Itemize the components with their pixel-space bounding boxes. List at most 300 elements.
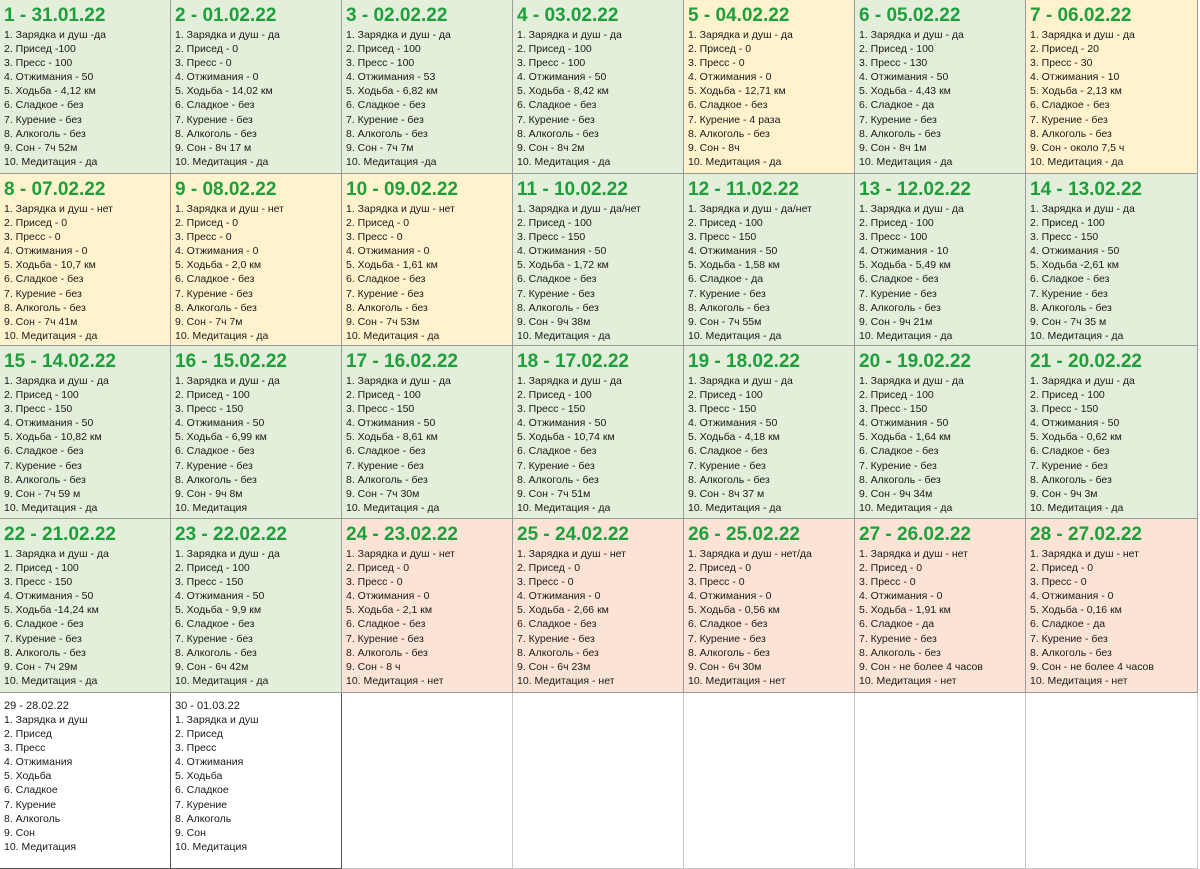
habit-line: 1. Зарядка и душ - да/нет [517, 203, 641, 215]
habit-line: 1. Зарядка и душ - да [175, 548, 280, 560]
habit-line: 7. Курение - без [346, 459, 424, 472]
habit-line: 8. Алкоголь [4, 812, 61, 825]
empty-cell[interactable] [513, 693, 684, 869]
habit-line: 10. Медитация - нет [346, 674, 444, 687]
habit-line: 10. Медитация - да [688, 155, 782, 168]
day-cell[interactable] [684, 0, 855, 174]
habit-line: 10. Медитация - да [859, 155, 953, 168]
habit-line: 10. Медитация - да [688, 329, 782, 342]
habit-line: 7. Курение - без [4, 287, 82, 300]
day-title: 11 - 10.02.22 [517, 179, 628, 200]
habit-line: 9. Сон - 7ч 7м [175, 315, 243, 328]
habit-line: 10. Медитация - да [517, 329, 611, 342]
habit-line: 3. Пресс - 150 [4, 576, 73, 589]
habit-line: 5. Ходьба - 0,56 км [688, 604, 780, 617]
habit-line: 10. Медитация - да [1030, 329, 1124, 342]
day-cell[interactable] [855, 346, 1026, 519]
habit-line: 7. Курение - без [175, 287, 253, 300]
day-cell[interactable] [0, 519, 171, 693]
habit-line: 10. Медитация - да [688, 501, 782, 514]
habit-line: 8. Алкоголь - без [1030, 301, 1112, 314]
day-title: 17 - 16.02.22 [346, 351, 458, 372]
day-cell[interactable] [342, 0, 513, 174]
habit-line: 10. Медитация - да [517, 155, 611, 168]
habit-line: 7. Курение [4, 798, 57, 811]
habit-line: 1. Зарядка и душ [4, 714, 88, 726]
habit-line: 8. Алкоголь - без [346, 301, 428, 314]
habit-line: 6. Сладкое - без [517, 445, 597, 458]
habit-line: 7. Курение - без [517, 287, 595, 300]
habit-line: 4. Отжимания - 0 [688, 590, 772, 603]
habit-line: 10. Медитация -да [346, 155, 437, 168]
habit-line: 7. Курение - без [517, 459, 595, 472]
day-cell[interactable] [0, 174, 171, 346]
habit-line: 4. Отжимания - 50 [1030, 245, 1120, 258]
habit-line: 1. Зарядка и душ - да [859, 29, 964, 41]
habit-line: 3. Пресс - 100 [4, 57, 73, 70]
empty-cell[interactable] [855, 693, 1026, 869]
habit-line: 7. Курение - без [859, 632, 937, 645]
habit-line: 10. Медитация - да [859, 501, 953, 514]
habit-line: 2. Присед - 0 [688, 43, 752, 56]
habit-line: 2. Присед - 100 [4, 562, 79, 575]
habit-line: 5. Ходьба - 9,9 км [175, 604, 262, 617]
habit-line: 10. Медитация [4, 840, 77, 853]
habit-line: 6. Сладкое - без [1030, 273, 1110, 286]
day-title: 3 - 02.02.22 [346, 5, 448, 26]
habit-line: 5. Ходьба - 4,43 км [859, 85, 951, 98]
habit-line: 5. Ходьба - 2,66 км [517, 604, 609, 617]
habit-line: 8. Алкоголь - без [346, 473, 428, 486]
habit-line: 4. Отжимания - 50 [4, 417, 94, 430]
habit-line: 6. Сладкое - без [4, 99, 84, 112]
habit-line: 5. Ходьба -14,24 км [4, 604, 99, 617]
day-title: 19 - 18.02.22 [688, 351, 800, 372]
habit-line: 10. Медитация - да [346, 501, 440, 514]
habit-line: 9. Сон [4, 826, 35, 839]
habit-line: 8. Алкоголь - без [175, 646, 257, 659]
habit-line: 7. Курение - без [346, 113, 424, 126]
habit-line: 2. Присед - 100 [517, 217, 592, 230]
habit-line: 4. Отжимания - 0 [688, 71, 772, 84]
habit-line: 9. Сон - 8ч 1м [859, 141, 927, 154]
day-cell[interactable] [0, 693, 171, 869]
habit-line: 1. Зарядка и душ - да [688, 29, 793, 41]
day-title: 6 - 05.02.22 [859, 5, 961, 26]
day-cell[interactable] [171, 693, 342, 869]
habit-line: 9. Сон - 7ч 55м [688, 315, 762, 328]
habit-line: 9. Сон - 9ч 34м [859, 487, 933, 500]
habit-line: 7. Курение - без [175, 459, 253, 472]
habit-line: 2. Присед - 0 [346, 217, 410, 230]
habit-line: 6. Сладкое - да [1030, 618, 1106, 631]
habit-line: 10. Медитация [175, 840, 248, 853]
habit-line: 9. Сон - 8 ч [346, 660, 401, 673]
habit-line: 9. Сон - 7ч 52м [4, 141, 78, 154]
habit-line: 1. Зарядка и душ - да [1030, 375, 1135, 387]
empty-cell[interactable] [342, 693, 513, 869]
day-title: 4 - 03.02.22 [517, 5, 619, 26]
habit-line: 8. Алкоголь - без [346, 646, 428, 659]
day-cell[interactable] [513, 174, 684, 346]
habit-line: 10. Медитация - да [517, 501, 611, 514]
habit-line: 8. Алкоголь - без [175, 473, 257, 486]
habit-line: 8. Алкоголь - без [688, 473, 770, 486]
habit-line: 7. Курение - без [4, 632, 82, 645]
habit-line: 2. Присед - 0 [4, 217, 68, 230]
habit-line: 6. Сладкое - без [517, 273, 597, 286]
habit-line: 4. Отжимания - 50 [1030, 417, 1120, 430]
habit-line: 9. Сон - 8ч 37 м [688, 487, 765, 500]
empty-cell[interactable] [684, 693, 855, 869]
habit-line: 9. Сон - 7ч 41м [4, 315, 78, 328]
habit-line: 6. Сладкое - да [859, 618, 935, 631]
habit-line: 5. Ходьба - 2,0 км [175, 259, 262, 272]
habit-line: 10. Медитация - да [4, 155, 98, 168]
habit-line: 1. Зарядка и душ - нет [859, 548, 968, 560]
habit-line: 8. Алкоголь - без [517, 127, 599, 140]
day-cell[interactable] [513, 519, 684, 693]
habit-line: 3. Пресс - 0 [688, 576, 745, 589]
habit-line: 3. Пресс - 0 [859, 576, 916, 589]
habit-line: 8. Алкоголь - без [859, 127, 941, 140]
habit-line: 3. Пресс - 100 [517, 57, 586, 70]
habit-line: 6. Сладкое - без [4, 618, 84, 631]
habit-line: 1. Зарядка и душ - да [346, 375, 451, 387]
day-cell[interactable] [0, 346, 171, 519]
habit-line: 4. Отжимания [4, 756, 73, 769]
habit-line: 7. Курение - без [517, 632, 595, 645]
habit-line: 5. Ходьба [175, 770, 223, 783]
habit-line: 9. Сон - 7ч 59 м [4, 487, 81, 500]
habit-line: 1. Зарядка и душ - нет/да [688, 548, 812, 560]
habit-line: 1. Зарядка и душ - да [517, 375, 622, 387]
day-cell[interactable] [0, 0, 171, 174]
day-cell[interactable] [1026, 0, 1198, 174]
habit-line: 5. Ходьба - 1,91 км [859, 604, 951, 617]
habit-line: 9. Сон - 9ч 8м [175, 487, 243, 500]
habit-line: 10. Медитация - да [175, 155, 269, 168]
day-title: 27 - 26.02.22 [859, 524, 971, 545]
habit-line: 2. Присед [175, 728, 223, 741]
day-cell[interactable] [855, 0, 1026, 174]
habit-line: 3. Пресс - 0 [4, 231, 61, 244]
habit-line: 7. Курение - без [175, 632, 253, 645]
day-title: 8 - 07.02.22 [4, 179, 106, 200]
habit-line: 6. Сладкое - без [175, 273, 255, 286]
habit-line: 4. Отжимания - 0 [517, 590, 601, 603]
habit-line: 3. Пресс - 150 [688, 231, 757, 244]
habit-line: 3. Пресс - 150 [517, 403, 586, 416]
habit-line: 3. Пресс - 150 [517, 231, 586, 244]
habit-line: 3. Пресс - 0 [175, 231, 232, 244]
habit-line: 4. Отжимания [175, 756, 244, 769]
habit-line: 4. Отжимания - 0 [346, 245, 430, 258]
habit-line: 5. Ходьба [4, 770, 52, 783]
habit-line: 6. Сладкое - без [346, 273, 426, 286]
day-title: 5 - 04.02.22 [688, 5, 790, 26]
day-title: 30 - 01.03.22 [175, 700, 240, 712]
habit-line: 1. Зарядка и душ - нет [346, 548, 455, 560]
day-cell[interactable] [513, 346, 684, 519]
day-cell[interactable] [342, 174, 513, 346]
habit-line: 8. Алкоголь [175, 812, 232, 825]
habit-line: 1. Зарядка и душ - да [346, 29, 451, 41]
habit-line: 9. Сон - 8ч 17 м [175, 141, 252, 154]
habit-line: 9. Сон - не более 4 часов [1030, 660, 1154, 673]
habit-line: 10. Медитация - нет [688, 674, 786, 687]
habit-line: 7. Курение - без [1030, 459, 1108, 472]
habit-line: 5. Ходьба - 2,13 км [1030, 85, 1122, 98]
habit-line: 8. Алкоголь - без [4, 301, 86, 314]
habit-line: 2. Присед - 20 [1030, 43, 1099, 56]
habit-line: 9. Сон - около 7,5 ч [1030, 141, 1125, 154]
habit-line: 2. Присед - 100 [859, 217, 934, 230]
habit-line: 5. Ходьба - 10,74 км [517, 431, 615, 444]
habit-line: 1. Зарядка и душ - да [517, 29, 622, 41]
day-cell[interactable] [1026, 519, 1198, 693]
habit-line: 7. Курение - без [688, 459, 766, 472]
day-title: 13 - 12.02.22 [859, 179, 971, 200]
habit-line: 8. Алкоголь - без [688, 127, 770, 140]
habit-line: 2. Присед - 0 [346, 562, 410, 575]
habit-line: 3. Пресс - 0 [1030, 576, 1087, 589]
day-cell[interactable] [171, 346, 342, 519]
habit-line: 6. Сладкое - без [4, 273, 84, 286]
habit-line: 7. Курение - 4 раза [688, 113, 781, 126]
habit-line: 3. Пресс [4, 742, 46, 755]
habit-line: 1. Зарядка и душ - нет [4, 203, 113, 215]
habit-line: 1. Зарядка и душ - да [4, 375, 109, 387]
habit-line: 3. Пресс - 150 [4, 403, 73, 416]
habit-line: 6. Сладкое - без [688, 99, 768, 112]
day-title: 15 - 14.02.22 [4, 351, 116, 372]
habit-line: 6. Сладкое - без [1030, 445, 1110, 458]
habit-line: 4. Отжимания - 10 [859, 245, 949, 258]
habit-line: 2. Присед -100 [4, 43, 76, 56]
habit-line: 9. Сон - 7ч 29м [4, 660, 78, 673]
habit-line: 1. Зарядка и душ - да/нет [688, 203, 812, 215]
day-title: 20 - 19.02.22 [859, 351, 971, 372]
habit-line: 7. Курение - без [4, 113, 82, 126]
habit-line: 6. Сладкое - без [346, 99, 426, 112]
habit-line: 5. Ходьба - 12,71 км [688, 85, 786, 98]
habit-line: 4. Отжимания - 50 [4, 590, 94, 603]
day-title: 18 - 17.02.22 [517, 351, 629, 372]
habit-line: 6. Сладкое - без [4, 445, 84, 458]
habit-line: 9. Сон - 9ч 3м [1030, 487, 1098, 500]
habit-line: 3. Пресс - 0 [517, 576, 574, 589]
day-cell[interactable] [171, 0, 342, 174]
habit-line: 7. Курение - без [688, 632, 766, 645]
habit-line: 4. Отжимания - 0 [346, 590, 430, 603]
habit-line: 8. Алкоголь - без [4, 473, 86, 486]
habit-line: 4. Отжимания - 0 [175, 245, 259, 258]
day-cell[interactable] [1026, 346, 1198, 519]
habit-line: 1. Зарядка и душ - да [4, 548, 109, 560]
habit-line: 3. Пресс - 150 [346, 403, 415, 416]
empty-cell[interactable] [1026, 693, 1198, 869]
habit-line: 10. Медитация - да [1030, 155, 1124, 168]
habit-line: 4. Отжимания - 0 [1030, 590, 1114, 603]
day-title: 23 - 22.02.22 [175, 524, 287, 545]
day-title: 25 - 24.02.22 [517, 524, 629, 545]
habit-line: 9. Сон - 8ч [688, 141, 740, 154]
day-cell[interactable] [342, 346, 513, 519]
day-cell[interactable] [684, 174, 855, 346]
day-title: 1 - 31.01.22 [4, 5, 106, 26]
day-title: 2 - 01.02.22 [175, 5, 277, 26]
habit-line: 8. Алкоголь - без [859, 646, 941, 659]
habit-line: 7. Курение - без [346, 632, 424, 645]
habit-line: 9. Сон - 7ч 53м [346, 315, 420, 328]
habit-line: 9. Сон - 6ч 42м [175, 660, 249, 673]
habit-line: 5. Ходьба - 10,82 км [4, 431, 102, 444]
habit-line: 2. Присед - 100 [517, 389, 592, 402]
habit-line: 2. Присед - 100 [688, 217, 763, 230]
habit-line: 3. Пресс - 100 [346, 57, 415, 70]
habit-line: 3. Пресс - 30 [1030, 57, 1093, 70]
habit-line: 5. Ходьба - 14,02 км [175, 85, 273, 98]
habit-line: 2. Присед - 100 [346, 43, 421, 56]
habit-line: 10. Медитация - нет [517, 674, 615, 687]
habit-line: 8. Алкоголь - без [1030, 646, 1112, 659]
habit-line: 3. Пресс - 150 [688, 403, 757, 416]
habit-line: 5. Ходьба - 10,7 км [4, 259, 96, 272]
habit-line: 2. Присед - 100 [175, 389, 250, 402]
habit-line: 3. Пресс - 100 [859, 231, 928, 244]
day-title: 12 - 11.02.22 [688, 179, 799, 200]
day-title: 7 - 06.02.22 [1030, 5, 1132, 26]
habit-line: 3. Пресс - 150 [1030, 403, 1099, 416]
habit-line: 3. Пресс - 0 [175, 57, 232, 70]
habit-line: 5. Ходьба - 6,82 км [346, 85, 438, 98]
habit-line: 6. Сладкое - без [175, 618, 255, 631]
habit-line: 6. Сладкое - без [517, 618, 597, 631]
habit-line: 3. Пресс - 0 [688, 57, 745, 70]
habit-line: 7. Курение - без [859, 113, 937, 126]
habit-line: 7. Курение - без [1030, 632, 1108, 645]
habit-line: 10. Медитация - да [859, 329, 953, 342]
habit-line: 4. Отжимания - 50 [517, 71, 607, 84]
habit-line: 2. Присед - 100 [1030, 389, 1105, 402]
day-title: 10 - 09.02.22 [346, 179, 458, 200]
day-cell[interactable] [513, 0, 684, 174]
habit-line: 8. Алкоголь - без [688, 646, 770, 659]
habit-line: 5. Ходьба - 1,72 км [517, 259, 609, 272]
habit-line: 5. Ходьба - 6,99 км [175, 431, 267, 444]
habit-line: 1. Зарядка и душ - нет [517, 548, 626, 560]
habit-line: 5. Ходьба - 8,42 км [517, 85, 609, 98]
habit-line: 7. Курение - без [1030, 287, 1108, 300]
day-cell[interactable] [684, 346, 855, 519]
habit-line: 6. Сладкое [175, 784, 229, 797]
habit-line: 4. Отжимания - 0 [175, 71, 259, 84]
habit-line: 8. Алкоголь - без [1030, 127, 1112, 140]
habit-line: 3. Пресс - 150 [175, 403, 244, 416]
habit-line: 9. Сон - 7ч 30м [346, 487, 420, 500]
day-cell[interactable] [342, 519, 513, 693]
habit-line: 6. Сладкое - без [346, 445, 426, 458]
habit-line: 5. Ходьба -2,61 км [1030, 259, 1119, 272]
habit-line: 2. Присед - 100 [688, 389, 763, 402]
habit-line: 5. Ходьба - 1,58 км [688, 259, 780, 272]
day-cell[interactable] [855, 519, 1026, 693]
day-title: 22 - 21.02.22 [4, 524, 116, 545]
habit-line: 10. Медитация - да [175, 674, 269, 687]
day-title: 14 - 13.02.22 [1030, 179, 1142, 200]
habit-line: 2. Присед - 100 [859, 389, 934, 402]
habit-line: 10. Медитация - нет [859, 674, 957, 687]
habit-line: 1. Зарядка и душ - да [688, 375, 793, 387]
habit-line: 4. Отжимания - 50 [859, 417, 949, 430]
habit-line: 7. Курение - без [4, 459, 82, 472]
day-title: 9 - 08.02.22 [175, 179, 277, 200]
habit-line: 7. Курение - без [688, 287, 766, 300]
habit-line: 5. Ходьба - 1,64 км [859, 431, 951, 444]
habit-line: 9. Сон - 9ч 21м [859, 315, 933, 328]
habit-line: 8. Алкоголь - без [859, 473, 941, 486]
day-cell[interactable] [171, 174, 342, 346]
habit-line: 9. Сон - 9ч 38м [517, 315, 591, 328]
habit-line: 4. Отжимания - 50 [688, 417, 778, 430]
habit-line: 4. Отжимания - 50 [346, 417, 436, 430]
habit-line: 6. Сладкое - без [175, 445, 255, 458]
habit-line: 2. Присед - 0 [517, 562, 581, 575]
habit-line: 1. Зарядка и душ - нет [346, 203, 455, 215]
habit-line: 3. Пресс [175, 742, 217, 755]
habit-line: 1. Зарядка и душ - да [1030, 203, 1135, 215]
habit-line: 9. Сон - 8ч 2м [517, 141, 585, 154]
day-cell[interactable] [855, 174, 1026, 346]
habit-line: 8. Алкоголь - без [517, 646, 599, 659]
habit-line: 8. Алкоголь - без [517, 473, 599, 486]
habit-line: 6. Сладкое - без [517, 99, 597, 112]
habit-line: 4. Отжимания - 50 [859, 71, 949, 84]
habit-line: 4. Отжимания - 50 [517, 245, 607, 258]
day-title: 29 - 28.02.22 [4, 700, 69, 712]
day-cell[interactable] [171, 519, 342, 693]
habit-line: 4. Отжимания - 53 [346, 71, 436, 84]
habit-line: 5. Ходьба - 4,12 км [4, 85, 96, 98]
habit-line: 1. Зарядка и душ - да [175, 29, 280, 41]
day-title: 21 - 20.02.22 [1030, 351, 1142, 372]
habit-line: 10. Медитация - нет [1030, 674, 1128, 687]
habit-line: 5. Ходьба - 5,49 км [859, 259, 951, 272]
habit-line: 6. Сладкое - без [859, 273, 939, 286]
habit-line: 4. Отжимания - 50 [175, 590, 265, 603]
habit-line: 2. Присед - 0 [688, 562, 752, 575]
day-cell[interactable] [1026, 174, 1198, 346]
habit-line: 3. Пресс - 150 [1030, 231, 1099, 244]
habit-line: 5. Ходьба - 1,61 км [346, 259, 438, 272]
habit-line: 9. Сон - 6ч 30м [688, 660, 762, 673]
day-cell[interactable] [684, 519, 855, 693]
habit-line: 7. Курение - без [859, 287, 937, 300]
habit-line: 10. Медитация - да [4, 501, 98, 514]
habit-line: 2. Присед [4, 728, 52, 741]
habit-line: 7. Курение - без [346, 287, 424, 300]
habit-line: 5. Ходьба - 2,1 км [346, 604, 433, 617]
habit-line: 5. Ходьба - 4,18 км [688, 431, 780, 444]
habit-line: 5. Ходьба - 0,62 км [1030, 431, 1122, 444]
habit-line: 1. Зарядка и душ - нет [1030, 548, 1139, 560]
habit-line: 1. Зарядка и душ - да [175, 375, 280, 387]
habit-line: 2. Присед - 100 [175, 562, 250, 575]
day-title: 28 - 27.02.22 [1030, 524, 1142, 545]
habit-line: 4. Отжимания - 50 [517, 417, 607, 430]
habit-line: 10. Медитация [175, 501, 248, 514]
